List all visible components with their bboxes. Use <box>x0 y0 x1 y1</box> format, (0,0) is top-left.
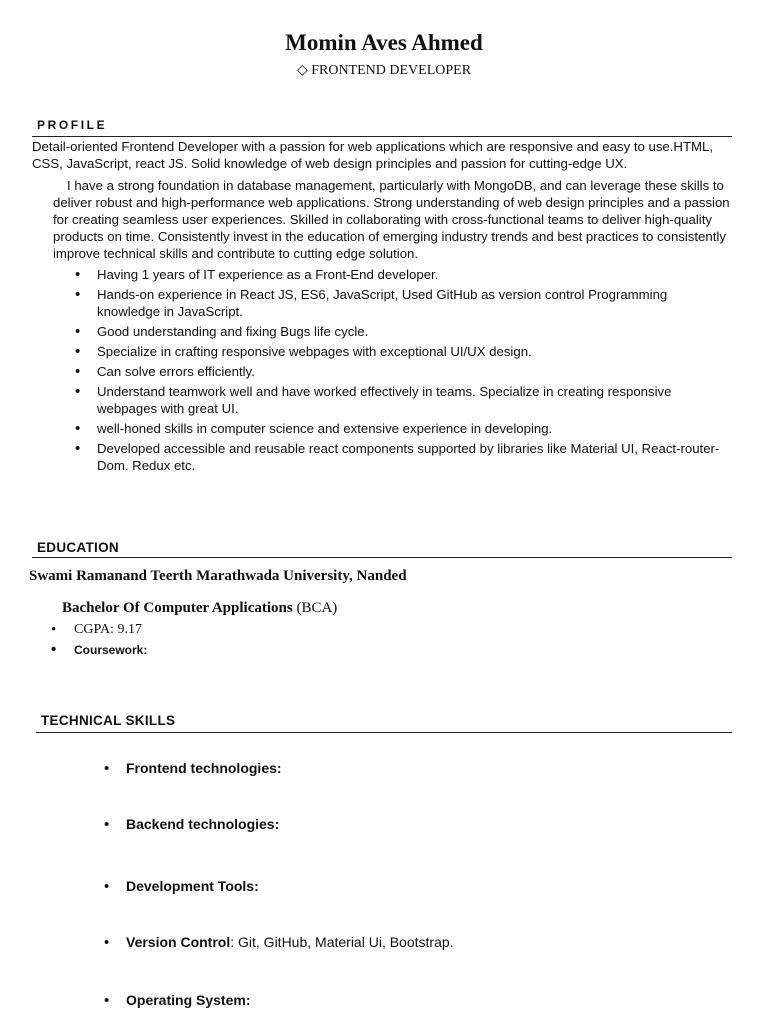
skill-label: Development Tools: <box>126 878 259 894</box>
skills-divider <box>36 732 732 733</box>
cgpa-item: • CGPA: 9.17 <box>74 620 574 640</box>
university-name: Swami Ramanand Teerth Marathwada University, Nanded <box>29 568 407 584</box>
list-item <box>126 878 686 894</box>
list-item: • Understand teamwork well and have worked effectively in teams. Specialize in creating responsive webpages with great UI. <box>97 383 727 417</box>
profile-highlights <box>97 266 727 477</box>
list-item: • Good understanding and fixing Bugs life cycle. <box>97 323 727 340</box>
candidate-name: Momin Aves Ahmed <box>285 30 483 55</box>
profile-heading: PROFILE <box>37 118 108 132</box>
list-item <box>126 760 686 776</box>
list-item: • Developed accessible and reusable react components supported by libraries like Material UI, React-router-Dom. Redux etc. <box>97 440 727 474</box>
coursework-item: • Coursework: <box>74 640 574 660</box>
list-item: • Can solve errors efficiently. <box>97 363 727 380</box>
education-divider <box>32 557 732 558</box>
profile-summary: Detail-oriented Frontend Developer with a passion for web applications which are responsive and easy to use.HTML, CSS, JavaScript, react JS. Solid knowledge of web design principles and passion for cutting-edge UX. <box>32 139 713 171</box>
degree-line <box>62 600 337 617</box>
list-item: • Specialize in crafting responsive webpages with exceptional UI/UX design. <box>97 343 727 360</box>
skill-label: Version Control <box>126 934 231 950</box>
education-heading: EDUCATION <box>37 540 119 555</box>
list-item: • well-honed skills in computer science and extensive experience in developing. <box>97 420 727 437</box>
candidate-role: ◇ FRONTEND DEVELOPER <box>296 63 472 78</box>
profile-details: I have a strong foundation in database management, particularly with MongoDB, and can leverage these skills to deliver robust and high-performance web applications. Strong understanding of web design principles and a passion for creating seamless user experiences. Skilled in collaborating with cross-functional teams to deliver high-quality products on time. Consistently invest in the education of emerging industry trends and best practices to consistently improve technical skills and contribute to cutting edge solution. <box>53 178 730 261</box>
list-item <box>126 816 686 832</box>
list-item: • Hands-on experience in React JS, ES6, JavaScript, Used GitHub as version control Programming knowledge in JavaScript. <box>97 286 727 320</box>
education-details <box>74 620 574 660</box>
list-item: • Having 1 years of IT experience as a Front-End developer. <box>97 266 727 283</box>
skill-label: Operating System: <box>126 992 251 1008</box>
skill-label: Frontend technologies: <box>126 760 282 776</box>
degree-abbreviation: (BCA) <box>296 600 338 616</box>
list-item <box>126 992 686 1008</box>
profile-divider <box>32 136 732 137</box>
skills-heading: TECHNICAL SKILLS <box>41 713 176 728</box>
skill-label: Backend technologies: <box>126 816 280 832</box>
skill-value: : Git, GitHub, Material Ui, Bootstrap. <box>230 934 454 950</box>
degree-name: Bachelor Of Computer Applications <box>62 600 293 616</box>
skills-list <box>126 760 686 1008</box>
list-item <box>126 934 686 950</box>
